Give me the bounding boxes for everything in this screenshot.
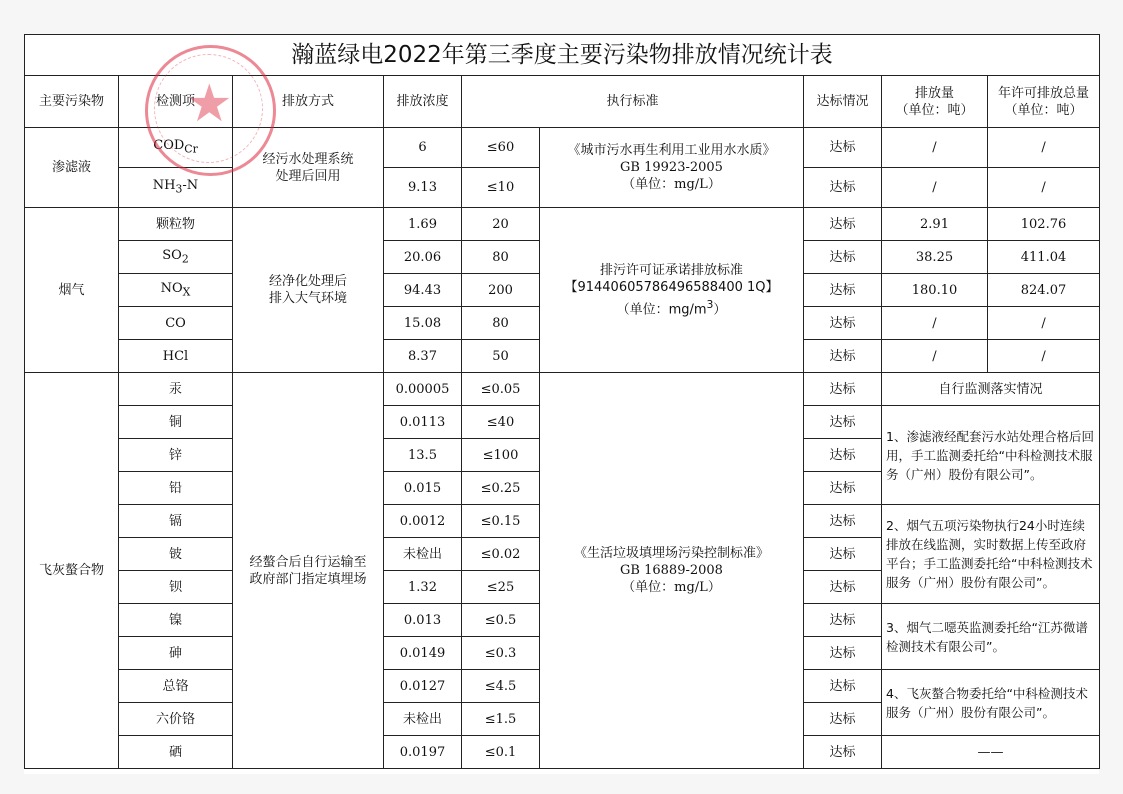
- header-standard: 执行标准: [462, 76, 804, 128]
- status-selenium: 达标: [804, 736, 882, 769]
- conc-zinc: 13.5: [384, 439, 462, 472]
- conc-mercury: 0.00005: [384, 373, 462, 406]
- item-arsenic: 砷: [119, 637, 233, 670]
- limit-beryllium: ≤0.02: [462, 538, 540, 571]
- conc-selenium: 0.0197: [384, 736, 462, 769]
- header-method: 排放方式: [233, 76, 384, 128]
- item-total-chromium: 总铬: [119, 670, 233, 703]
- limit-copper: ≤40: [462, 406, 540, 439]
- item-zinc: 锌: [119, 439, 233, 472]
- item-particulate: 颗粒物: [119, 208, 233, 241]
- header-item: 检测项: [119, 76, 233, 128]
- limit-selenium: ≤0.1: [462, 736, 540, 769]
- monitoring-heading: 自行监测落实情况: [882, 373, 1100, 406]
- item-barium: 钡: [119, 571, 233, 604]
- limit-particulate: 20: [462, 208, 540, 241]
- conc-particulate: 1.69: [384, 208, 462, 241]
- status-particulate: 达标: [804, 208, 882, 241]
- standard-flyash: 《生活垃圾填埋场污染控制标准》 GB 16889-2008 （单位：mg/L）: [540, 373, 804, 769]
- status-zinc: 达标: [804, 439, 882, 472]
- status-nickel: 达标: [804, 604, 882, 637]
- item-nox: $NO_X$: [119, 274, 233, 307]
- permit-co: /: [988, 307, 1100, 340]
- item-mercury: 汞: [119, 373, 233, 406]
- limit-hcl: 50: [462, 340, 540, 373]
- emission-hcl: /: [882, 340, 988, 373]
- limit-nh3n: ≤10: [462, 168, 540, 208]
- item-cadmium: 镉: [119, 505, 233, 538]
- item-hcl: HCl: [119, 340, 233, 373]
- limit-total-chromium: ≤4.5: [462, 670, 540, 703]
- header-concentration: 排放浓度: [384, 76, 462, 128]
- conc-cod: 6: [384, 128, 462, 168]
- standard-flue: 排污许可证承诺排放标准 【91440605786496588400 1Q】 （单位：$mg/m^3$）: [540, 208, 804, 373]
- conc-hexavalent-chromium: 未检出: [384, 703, 462, 736]
- conc-arsenic: 0.0149: [384, 637, 462, 670]
- status-cod: 达标: [804, 128, 882, 168]
- limit-zinc: ≤100: [462, 439, 540, 472]
- limit-co: 80: [462, 307, 540, 340]
- status-hexavalent-chromium: 达标: [804, 703, 882, 736]
- monitoring-note-3: 3、烟气二噁英监测委托给“江苏微谱检测技术有限公司”。: [882, 604, 1100, 670]
- item-cod: $COD_{Cr}$: [119, 128, 233, 168]
- conc-co: 15.08: [384, 307, 462, 340]
- conc-barium: 1.32: [384, 571, 462, 604]
- status-barium: 达标: [804, 571, 882, 604]
- emission-table: [24, 34, 1100, 769]
- conc-beryllium: 未检出: [384, 538, 462, 571]
- item-nickel: 镍: [119, 604, 233, 637]
- emission-co: /: [882, 307, 988, 340]
- conc-cadmium: 0.0012: [384, 505, 462, 538]
- standard-leachate: 《城市污水再生利用工业用水水质》 GB 19923-2005 （单位：mg/L）: [540, 128, 804, 208]
- permit-cod: /: [988, 128, 1100, 168]
- status-co: 达标: [804, 307, 882, 340]
- emission-cod: /: [882, 128, 988, 168]
- item-co: CO: [119, 307, 233, 340]
- permit-particulate: 102.76: [988, 208, 1100, 241]
- method-flyash: 经螯合后自行运输至 政府部门指定填埋场: [233, 373, 384, 769]
- emission-so2: 38.25: [882, 241, 988, 274]
- monitoring-note-2: 2、烟气五项污染物执行24小时连续排放在线监测，实时数据上传至政府平台；手工监测委托给“中科检测技术服务（广州）股份有限公司”。: [882, 505, 1100, 604]
- monitoring-note-1: 1、渗滤液经配套污水站处理合格后回用，手工监测委托给“中科检测技术服务（广州）股份有限公司”。: [882, 406, 1100, 505]
- conc-lead: 0.015: [384, 472, 462, 505]
- limit-lead: ≤0.25: [462, 472, 540, 505]
- seal-star-icon: ★: [186, 74, 233, 134]
- method-leachate: 经污水处理系统 处理后回用: [233, 128, 384, 208]
- item-nh3n: $NH_3-N$: [119, 168, 233, 208]
- item-copper: 铜: [119, 406, 233, 439]
- status-arsenic: 达标: [804, 637, 882, 670]
- monitoring-note-4: 4、飞灰螯合物委托给“中科检测技术服务（广州）股份有限公司”。: [882, 670, 1100, 736]
- limit-cod: ≤60: [462, 128, 540, 168]
- limit-nickel: ≤0.5: [462, 604, 540, 637]
- conc-nox: 94.43: [384, 274, 462, 307]
- conc-total-chromium: 0.0127: [384, 670, 462, 703]
- pollutant-leachate: 渗滤液: [25, 128, 119, 208]
- status-cadmium: 达标: [804, 505, 882, 538]
- monitoring-last-dash: ——: [882, 736, 1100, 769]
- method-flue: 经净化处理后 排入大气环境: [233, 208, 384, 373]
- status-mercury: 达标: [804, 373, 882, 406]
- permit-nh3n: /: [988, 168, 1100, 208]
- pollutant-flue: 烟气: [25, 208, 119, 373]
- pollutant-flyash: 飞灰螯合物: [25, 373, 119, 769]
- conc-nickel: 0.013: [384, 604, 462, 637]
- status-nox: 达标: [804, 274, 882, 307]
- emission-nh3n: /: [882, 168, 988, 208]
- conc-so2: 20.06: [384, 241, 462, 274]
- limit-barium: ≤25: [462, 571, 540, 604]
- header-permit: 年许可排放总量 （单位：吨）: [988, 76, 1100, 128]
- permit-so2: 411.04: [988, 241, 1100, 274]
- limit-arsenic: ≤0.3: [462, 637, 540, 670]
- conc-copper: 0.0113: [384, 406, 462, 439]
- item-lead: 铅: [119, 472, 233, 505]
- emission-particulate: 2.91: [882, 208, 988, 241]
- limit-so2: 80: [462, 241, 540, 274]
- limit-mercury: ≤0.05: [462, 373, 540, 406]
- item-selenium: 硒: [119, 736, 233, 769]
- conc-nh3n: 9.13: [384, 168, 462, 208]
- header-emission: 排放量 （单位：吨）: [882, 76, 988, 128]
- status-lead: 达标: [804, 472, 882, 505]
- limit-nox: 200: [462, 274, 540, 307]
- report-frame: [24, 34, 1099, 774]
- header-status: 达标情况: [804, 76, 882, 128]
- item-beryllium: 铍: [119, 538, 233, 571]
- status-nh3n: 达标: [804, 168, 882, 208]
- item-hexavalent-chromium: 六价铬: [119, 703, 233, 736]
- status-beryllium: 达标: [804, 538, 882, 571]
- status-copper: 达标: [804, 406, 882, 439]
- emission-nox: 180.10: [882, 274, 988, 307]
- permit-nox: 824.07: [988, 274, 1100, 307]
- header-pollutant: 主要污染物: [25, 76, 119, 128]
- limit-cadmium: ≤0.15: [462, 505, 540, 538]
- limit-hexavalent-chromium: ≤1.5: [462, 703, 540, 736]
- conc-hcl: 8.37: [384, 340, 462, 373]
- item-so2: $SO_2$: [119, 241, 233, 274]
- permit-hcl: /: [988, 340, 1100, 373]
- status-hcl: 达标: [804, 340, 882, 373]
- status-total-chromium: 达标: [804, 670, 882, 703]
- page-title: 瀚蓝绿电2022年第三季度主要污染物排放情况统计表: [25, 35, 1100, 76]
- status-so2: 达标: [804, 241, 882, 274]
